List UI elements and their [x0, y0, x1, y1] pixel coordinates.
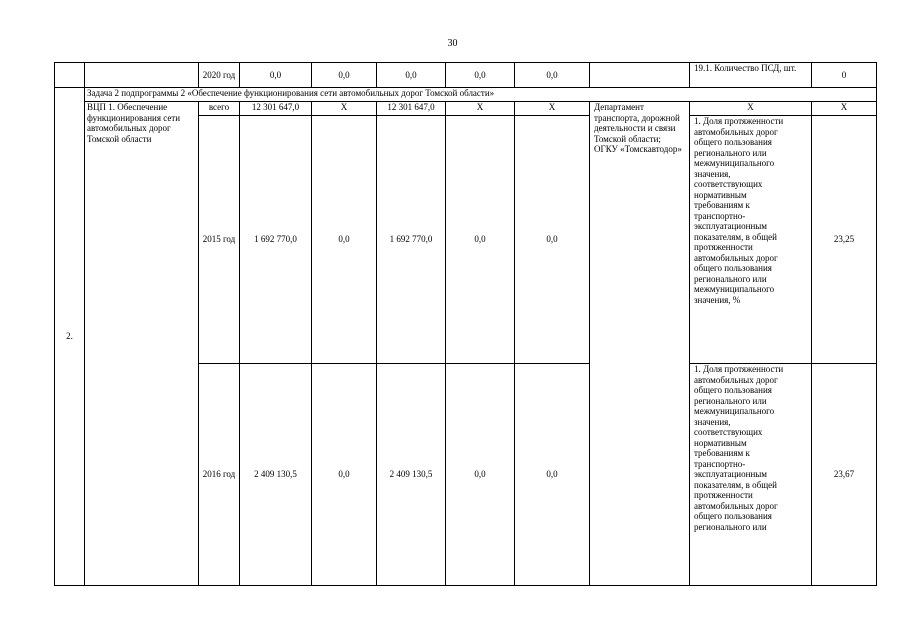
total-label-cell: всего — [199, 102, 240, 116]
task-row — [55, 88, 877, 102]
cell-empty — [590, 63, 690, 88]
value-cell: 0,0 — [515, 364, 590, 586]
indicator-value-cell: 23,67 — [812, 364, 877, 586]
cell-empty — [85, 63, 199, 88]
value-cell: 0,0 — [312, 63, 377, 88]
executor-cell: Департамент транспорта, дорожной деятельности и связи Томской области; ОГКУ «Томскавтодор» — [590, 102, 690, 586]
year-cell: 2016 год — [199, 364, 240, 586]
table-row-2020 — [55, 63, 877, 88]
indicator-cell: 1. Доля протяженности автомобильных дорог общего пользования регионального или межмуниципального значения, соответствующих нормативным требованиям к транспортно-эксплуатационным показателям, в общей протяженности автомобильных дорог общего пользования регионального или межмуниципального значения, % — [690, 116, 812, 364]
value-cell: 0,0 — [312, 116, 377, 364]
program-table — [54, 62, 877, 586]
value-cell: 1 692 770,0 — [377, 116, 446, 364]
value-cell: 0,0 — [446, 63, 515, 88]
value-cell: 0,0 — [446, 116, 515, 364]
value-cell: 0,0 — [377, 63, 446, 88]
indicator-value-cell: 0 — [812, 63, 877, 88]
row-number-cell: 2. — [55, 88, 85, 586]
indicator-cell: 19.1. Количество ПСД, шт. — [690, 63, 812, 88]
indicator-cell: Х — [690, 102, 812, 116]
value-cell: 0,0 — [446, 364, 515, 586]
value-cell: Х — [446, 102, 515, 116]
value-cell: 2 409 130,5 — [240, 364, 312, 586]
page-number: 30 — [447, 38, 458, 49]
value-cell: 1 692 770,0 — [240, 116, 312, 364]
value-cell: 12 301 647,0 — [377, 102, 446, 116]
total-row — [55, 102, 877, 116]
value-cell: 2 409 130,5 — [377, 364, 446, 586]
task-title-cell: Задача 2 подпрограммы 2 «Обеспечение функционирования сети автомобильных дорог Томской области» — [85, 88, 877, 102]
value-cell: 0,0 — [515, 116, 590, 364]
indicator-value-cell: 23,25 — [812, 116, 877, 364]
year-cell: 2020 год — [199, 63, 240, 88]
indicator-cell: 1. Доля протяженности автомобильных дорог общего пользования регионального или межмуниципального значения, соответствующих нормативным требованиям к транспортно-эксплуатационным показателям, в общей протяженности автомобильных дорог общего пользования регионального или — [690, 364, 812, 586]
program-name-cell: ВЦП 1. Обеспечение функционирования сети автомобильных дорог Томской области — [85, 102, 199, 586]
value-cell: 0,0 — [312, 364, 377, 586]
value-cell: Х — [515, 102, 590, 116]
year-cell: 2015 год — [199, 116, 240, 364]
value-cell: 12 301 647,0 — [240, 102, 312, 116]
indicator-value-cell: Х — [812, 102, 877, 116]
value-cell: 0,0 — [240, 63, 312, 88]
cell-empty — [55, 63, 85, 88]
value-cell: 0,0 — [515, 63, 590, 88]
value-cell: Х — [312, 102, 377, 116]
